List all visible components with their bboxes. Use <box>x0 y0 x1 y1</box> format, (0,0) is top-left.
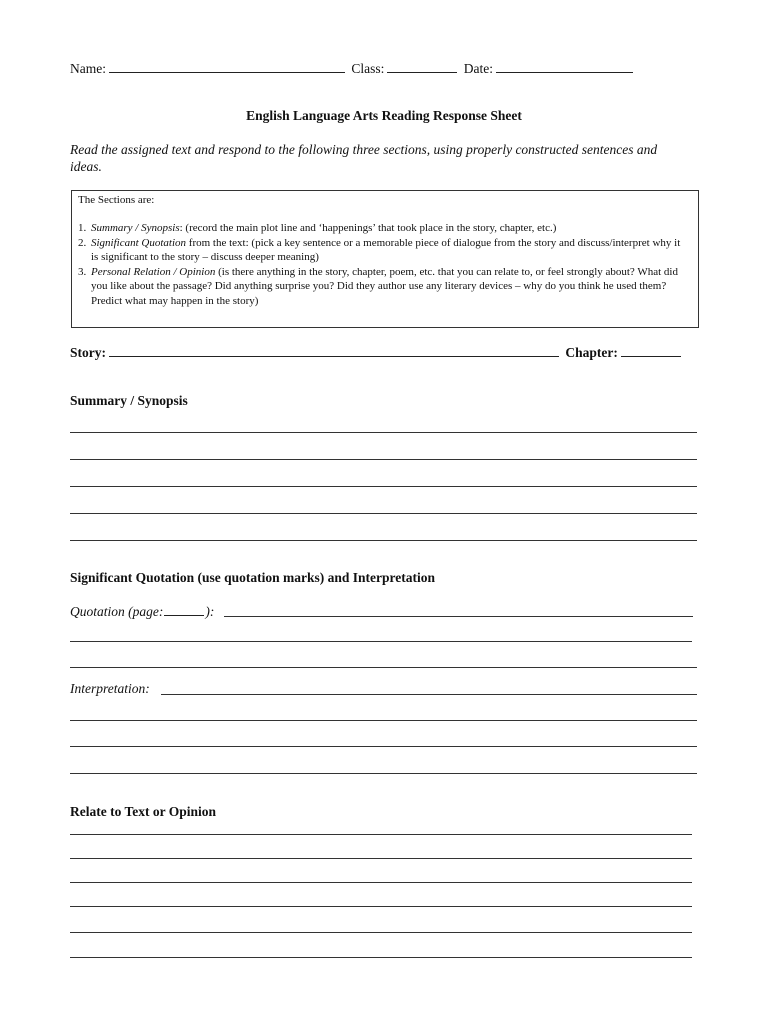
section-term: Personal Relation / Opinion <box>91 265 216 278</box>
interpretation-label: Interpretation: <box>70 681 150 696</box>
section-text: : (record the main plot line and ‘happenings’ that took place in the story, chapter, etc.) <box>179 222 557 234</box>
quotation-line[interactable] <box>70 667 697 668</box>
interpretation-line[interactable] <box>70 773 697 774</box>
story-row <box>70 344 684 361</box>
summary-line[interactable] <box>70 513 697 514</box>
date-field[interactable] <box>496 60 633 73</box>
section-number: 1. <box>78 222 87 234</box>
date-label: Date: <box>463 61 494 76</box>
summary-line[interactable] <box>70 540 697 541</box>
section-text: (is there anything in the story, chapter, poem, etc. that you can relate to, or feel strongly about? What did you like about the passage? Did anything surprise you? Did they author use any literary devices – why do you think he used them? Predict what may happen in the story) <box>91 265 678 307</box>
section-item <box>78 236 683 265</box>
sections-intro: The Sections are: <box>78 194 155 206</box>
relate-line[interactable] <box>70 834 692 835</box>
story-field[interactable] <box>109 344 559 357</box>
section-number: 3. <box>78 265 87 278</box>
section-term: Significant Quotation <box>91 236 187 249</box>
interpretation-line[interactable] <box>70 746 697 747</box>
sections-box <box>71 190 699 328</box>
interpretation-line[interactable] <box>161 694 697 695</box>
section-number: 2. <box>78 236 87 249</box>
sections-list <box>78 221 683 308</box>
chapter-field[interactable] <box>621 344 681 357</box>
relate-line[interactable] <box>70 858 692 859</box>
quotation-heading: Significant Quotation (use quotation marks) and Interpretation <box>70 570 436 585</box>
section-item <box>78 221 683 236</box>
interpretation-line[interactable] <box>70 720 697 721</box>
relate-line[interactable] <box>70 906 692 907</box>
sheet-title: English Language Arts Reading Response Sheet <box>246 108 522 123</box>
summary-line[interactable] <box>70 459 697 460</box>
relate-heading: Relate to Text or Opinion <box>70 804 217 819</box>
class-label: Class: <box>351 61 385 76</box>
class-field[interactable] <box>387 60 457 73</box>
section-item <box>78 265 683 309</box>
name-label: Name: <box>70 61 106 76</box>
story-label: Story: <box>70 345 106 360</box>
relate-line[interactable] <box>70 957 692 958</box>
summary-line[interactable] <box>70 486 697 487</box>
section-text: from the text: (pick a key sentence or a memorable piece of dialogue from the story and discuss/interpret why it is significant to the story – discuss deeper meaning) <box>91 236 681 263</box>
quotation-page-field[interactable] <box>164 603 204 616</box>
quotation-label: Quotation (page: <box>70 604 164 619</box>
quotation-label-end: ): <box>205 604 215 619</box>
summary-heading: Summary / Synopsis <box>70 393 188 408</box>
summary-line[interactable] <box>70 432 697 433</box>
quotation-line[interactable] <box>70 641 692 642</box>
relate-line[interactable] <box>70 932 692 933</box>
quotation-label-row <box>70 603 214 620</box>
name-field[interactable] <box>109 60 345 73</box>
instructions: Read the assigned text and respond to the following three sections, using properly constructed sentences and ideas. <box>70 142 658 174</box>
header-row <box>70 60 636 77</box>
quotation-line[interactable] <box>224 616 693 617</box>
relate-line[interactable] <box>70 882 692 883</box>
chapter-label: Chapter: <box>565 345 618 360</box>
section-term: Summary / Synopsis <box>91 222 180 234</box>
